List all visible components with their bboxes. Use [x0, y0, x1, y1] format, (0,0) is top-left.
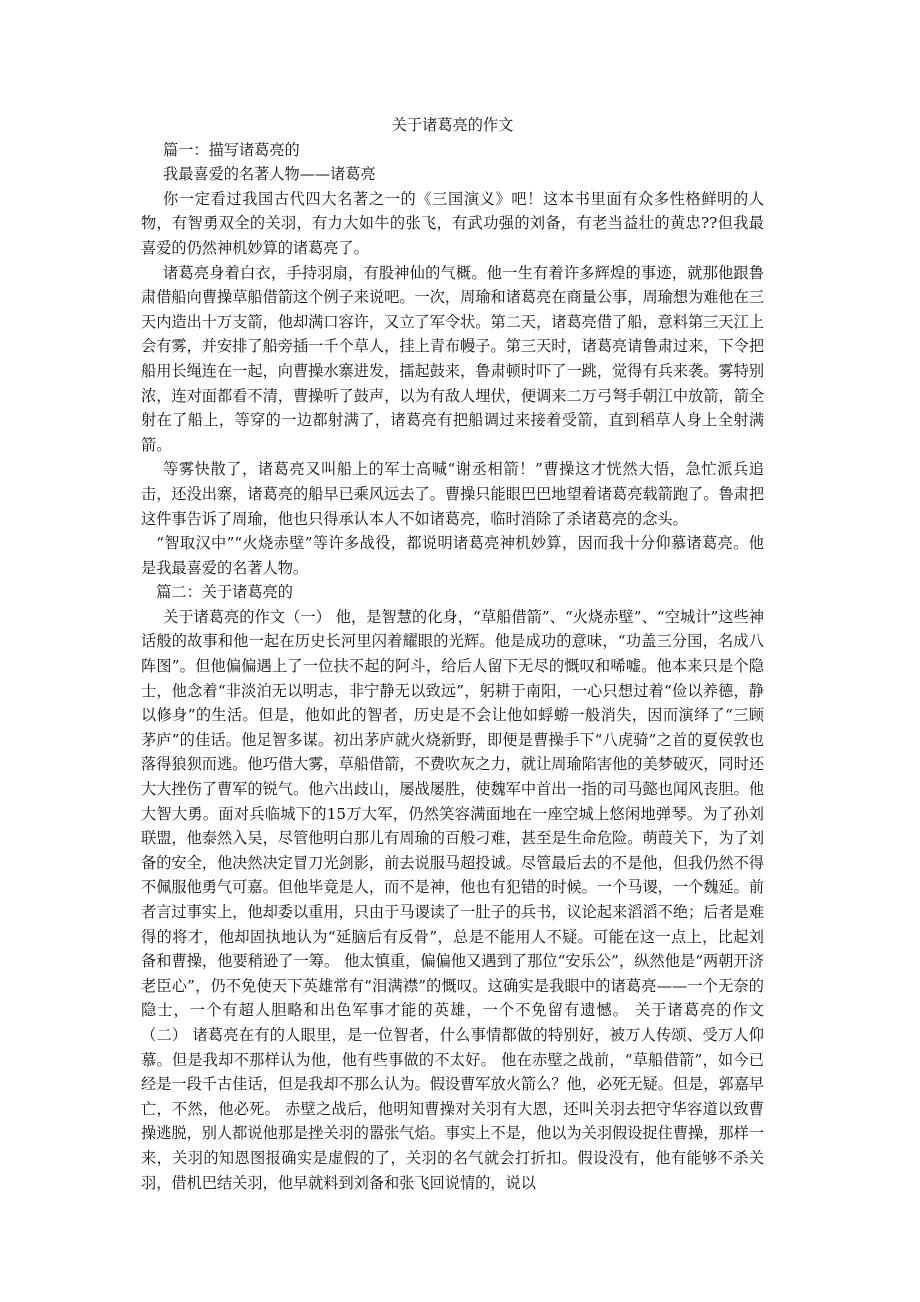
document-title: 关于诸葛亮的作文 — [391, 116, 514, 134]
section1-subtitle: 我最喜爱的名著人物——诸葛亮 — [163, 165, 376, 184]
section2-heading: 篇二：关于诸葛亮的 — [156, 583, 293, 602]
section1-paragraph-1: 你一定看过我国古代四大名著之一的《三国演义》吧！这本书里面有众多性格鲜明的人物，有智勇双全的关羽，有力大如牛的张飞，有武功强的刘备，有老当益壮的黄忠??但我最喜爱的仍然神机妙算的诸葛亮了。 — [141, 189, 764, 257]
section1-paragraph-2: 诸葛亮身着白衣，手持羽扇，有股神仙的气概。他一生有着许多辉煌的事迹，就那他跟鲁肃借船向曹操草船借箭这个例子来说吧。一次，周瑜和诸葛亮在商量公事，周瑜想为难他在三天内造出十万支箭，他却满口容许，又立了军令状。第二天，诸葛亮借了船，意料第三天江上会有雾，并安排了船旁插一千个草人，挂上青布幔子。第三天时，诸葛亮请鲁肃过来，下令把船用长绳连在一起，向曹操水寨进发，擂起鼓来，鲁肃顿时吓了一跳，觉得有兵来袭。雾特别浓，连对面都看不清，曹操听了鼓声，以为有敌人埋伏，便调来二万弓弩手朝江中放箭，箭全射在了船上，等穿的一边都射满了，诸葛亮有把船调过来接着受箭，直到稻草人身上全射满箭。 — [141, 263, 764, 454]
section1-heading: 篇一：描写诸葛亮的 — [163, 140, 300, 159]
section1-paragraph-3: 等雾快散了，诸葛亮又叫船上的军士高喊“谢丞相箭！”曹操这才恍然大悟，急忙派兵追击，还没出寨，诸葛亮的船早已乘风远去了。曹操只能眼巴巴地望着诸葛亮载箭跑了。鲁肃把这件事告诉了周瑜，他也只得承认本人不如诸葛亮，临时消除了杀诸葛亮的念头。 — [141, 460, 764, 528]
section2-paragraph: 关于诸葛亮的作文（一） 他，是智慧的化身，“草船借箭”、“火烧赤壁”、“空城计”这些神话般的故事和他一起在历史长河里闪着耀眼的光辉。他是成功的意味，“功盖三分国，名成八阵图”。但他偏偏遇上了一位扶不起的阿斗，给后人留下无尽的慨叹和唏嘘。他本来只是个隐士，他念着“非淡泊无以明志，非宁静无以致远”，躬耕于南阳，一心只想过着“俭以养德，静以修身”的生活。但是，他如此的智者，历史是不会让他如蜉蝣一般消失，因而演绎了“三顾茅庐”的佳话。他足智多谋。初出茅庐就火烧新野，即便是曹操手下“八虎骑”之首的夏侯敦也落得狼狈而逃。他巧借大雾，草船借箭，不费吹灰之力，就让周瑜陷害他的美梦破灭，同时还大大挫伤了曹军的锐气。他六出歧山，屡战屡胜，使魏军中首出一指的司马懿也闻风丧胆。他大智大勇。面对兵临城下的15万大军，仍然笑容满面地在一座空城上悠闲地弹琴。为了孙刘联盟，他泰然入吴，尽管他明白那儿有周瑜的百般刁难，甚至是生命危险。萌葭关下，为了刘备的安全，他决然决定冒刀光剑影，前去说服马超投诚。尽管最后去的不是他，但我仍然不得不佩服他勇气可嘉。但他毕竟是人，而不是神，他也有犯错的时候。一个马谡，一个魏延。前者言过事实上，他却委以重用，只由于马谡读了一肚子的兵书，议论起来滔滔不绝；后者是难得的将才，他却固执地认为“延脑后有反骨”，总是不能用人不疑。可能在这一点上，比起刘备和曹操，他要稍逊了一筹。 他太慎重，偏偏他又遇到了那位“安乐公”，纵然他是“两朝开济老臣心”，仍不免使天下英雄常有“泪满襟”的慨叹。这确实是我眼中的诸葛亮——一个无奈的隐士，一个有超人胆略和出色军事才能的英雄，一个不免留有遗憾。 关于诸葛亮的作文（二） 诸葛亮在有的人眼里，是一位智者，什么事情都做的特别好，被万人传颂、受万人仰慕。但是我却不那样认为他，他有些事做的不太好。 他在赤壁之战前，“草船借箭”，如今已经是一段千古佳话，但是我却不那么认为。假设曹军放火箭么？他，必死无疑。但是，郭嘉早亡，不然，他必死。 赤壁之战后，他明知曹操对关羽有大恩，还叫关羽去把守华容道以致曹操逃脱，别人都说他那是挫关羽的嚣张气焰。事实上不是，他以为关羽假设捉住曹操，那样一来，关羽的知恩图报确实是虚假的了，关羽的名气就会打折扣。假设没有，他有能够不杀关羽，借机巴结关羽，他早就料到刘备和张飞回说情的，说以 — [141, 607, 764, 1192]
section1-paragraph-4: “智取汉中”“火烧赤壁”等许多战役，都说明诸葛亮神机妙算，因而我十分仰慕诸葛亮。他是我最喜爱的名著人物。 — [141, 534, 764, 577]
